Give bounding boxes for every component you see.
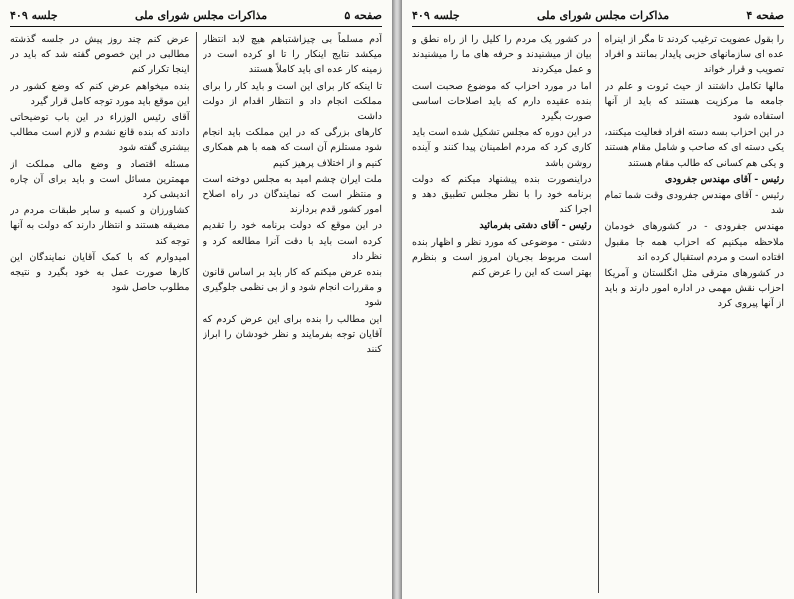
right-session-label: جلسه ۴۰۹: [412, 8, 460, 22]
speaker-line: رئیس - آقای دشتی بفرمائید: [479, 220, 592, 232]
column-divider: [598, 32, 599, 593]
paragraph: دراینصورت بنده پیشنهاد میکنم که دولت برنامه خود را با نظر مجلس تطبیق دهد و اجرا کند: [412, 173, 592, 216]
column-divider: [196, 32, 197, 593]
paragraph: آدم مسلماً بی چیزاشتباهم هیچ لابد انتظار میکشد نتایج اینکار را تا او کرده است در زمینه کار عده ای باید کاملاً هستند: [202, 34, 382, 76]
speaker-line: رئیس - آقای مهندس جفرودی: [664, 173, 784, 185]
left-page-label: صفحه ۵: [344, 8, 382, 22]
book-gutter: [392, 0, 402, 599]
left-page-column-left: [10, 32, 190, 593]
left-page-column-right: [203, 32, 383, 593]
right-page-header: [412, 4, 784, 27]
left-session-label: جلسه ۴۰۹: [10, 8, 58, 22]
paragraph: تا اینکه کار برای این است و باید کار را برای مملکت انجام داد و انتظار اقدام از دولت داشت: [202, 80, 382, 123]
paragraph: ملت ایران چشم امید به مجلس دوخته است و منتظر است که نمایندگان در راه اصلاح امور کشور قدم بردارند: [202, 173, 382, 216]
right-page-column-right: [605, 32, 785, 593]
paragraph: رئیس - آقای مهندس جفرودی وقت شما تمام شد: [604, 190, 784, 217]
paragraph: در کشور یک مردم را کلیل را از راه نطق و بیان از میشنیدند و حرفه های ما را میشنیدند و عمل میکردند: [412, 34, 592, 76]
right-page: [402, 0, 794, 599]
paragraph: را بقول عضویت ترغیب کردند تا مگر از اینراه عده ای سازمانهای حزبی پایدار بمانند و افراد تصویب و قرار خواند: [604, 34, 784, 76]
paragraph: مالها تکامل داشتند از حیث ثروت و علم در جامعه ما مرکزیت هستند که باید از آنها استفاده شود: [604, 80, 784, 123]
left-page-title: مذاکرات مجلس شورای ملی: [134, 8, 268, 22]
paragraph: مهندس جفرودی - در کشورهای خودمان ملاحظه میکنیم که احزاب همه جا مقبول افتاده است و مردم استقبال کرده اند: [604, 221, 784, 263]
left-page: [0, 0, 392, 599]
paragraph: مسئله اقتصاد و وضع مالی مملکت از مهمترین مسائل است و باید برای آن چاره اندیشی کرد: [10, 158, 190, 201]
right-page-columns: [412, 32, 784, 593]
left-page-header: [10, 4, 382, 27]
paragraph: در این احزاب بسه دسته افراد فعالیت میکنند، یکی دسته ای که صاحب و شامل مقام هستند و یکی هم کسانی که طالب مقام هستند: [604, 127, 784, 169]
paragraph: کارهای بزرگی که در این مملکت باید انجام شود مستلزم آن است که همه با هم همکاری کنیم و از اختلاف پرهیز کنیم: [202, 127, 382, 169]
paragraph: آقای رئیس الوزراء در این باب توضیحاتی دادند که بنده قانع نشدم و لازم است مطالب بیشتری گفته شود: [10, 112, 190, 154]
paragraph: عرض کنم چند روز پیش در جلسه گذشته مطالبی در این خصوص گفته شد که باید در اینجا تکرار کنم: [10, 34, 190, 76]
paragraph: در کشورهای مترقی مثل انگلستان و آمریکا احزاب نقش مهمی در اداره امور دارند و باید از آنها پیروی کرد: [604, 268, 784, 310]
right-page-label: صفحه ۴: [746, 8, 784, 22]
paragraph: دشتی - موضوعی که مورد نظر و اظهار بنده است مربوط بجریان امروز است و بنظرم بهتر است که این را عرض کنم: [412, 236, 592, 279]
paragraph: امیدوارم که با کمک آقایان نمایندگان این کارها صورت عمل به خود بگیرد و نتیجه مطلوب حاصل شود: [10, 251, 190, 294]
paragraph: اما در مورد احزاب که موضوع صحبت است بنده عقیده دارم که باید اصلاحات اساسی صورت بگیرد: [412, 80, 592, 123]
right-page-column-left: [412, 32, 592, 593]
paragraph: بنده عرض میکنم که کار باید بر اساس قانون و مقررات انجام شود و از بی نظمی جلوگیری شود: [202, 267, 382, 309]
paragraph: این مطالب را بنده برای این عرض کردم که آقایان توجه بفرمایند و نظر خودشان را ابراز کنند: [202, 313, 382, 356]
paragraph: بنده میخواهم عرض کنم که وضع کشور در این موقع باید مورد توجه کامل قرار گیرد: [10, 80, 190, 107]
right-page-title: مذاکرات مجلس شورای ملی: [536, 8, 670, 22]
paragraph: کشاورزان و کسبه و سایر طبقات مردم در مضیقه هستند و انتظار دارند که دولت به آنها توجه کند: [10, 205, 190, 247]
paragraph: در این دوره که مجلس تشکیل شده است باید کاری کرد که مردم اطمینان پیدا کنند و آینده روشن باشد: [412, 127, 592, 169]
paragraph: در این موقع که دولت برنامه خود را تقدیم کرده است باید با دقت آنرا مطالعه کرد و نظر داد: [202, 220, 382, 262]
left-page-columns: [10, 32, 382, 593]
